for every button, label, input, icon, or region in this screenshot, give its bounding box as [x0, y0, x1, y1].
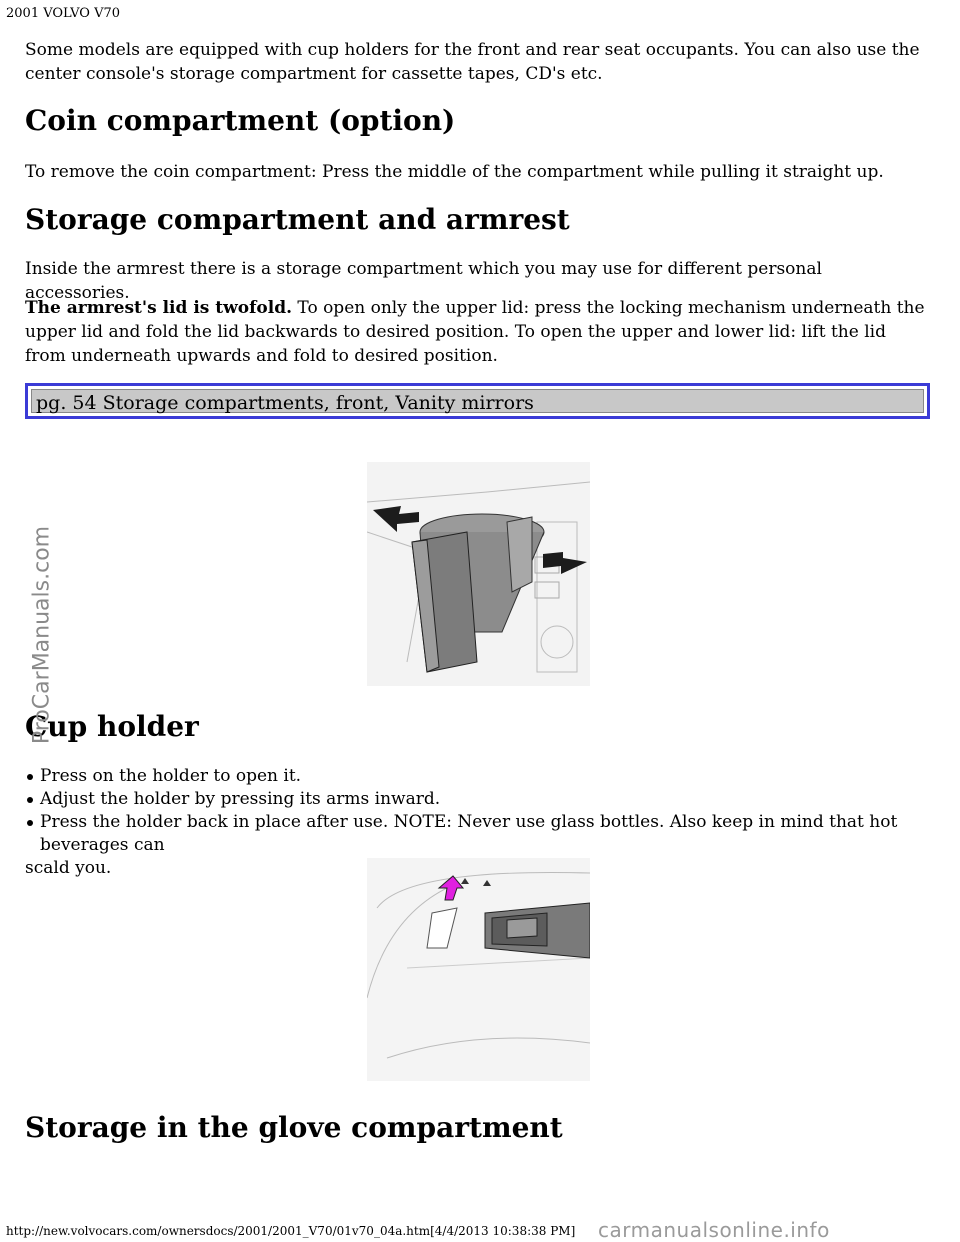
glove-compartment-heading: Storage in the glove compartment: [25, 1111, 563, 1144]
coin-paragraph: To remove the coin compartment: Press the middle of the compartment while pulling it straight up.: [25, 162, 884, 182]
bullet-dot-icon: [27, 774, 33, 780]
intro-paragraph: Some models are equipped with cup holders for the front and rear seat occupants. You can also use the center console's storage compartment for cassette tapes, CD's etc.: [25, 40, 920, 84]
nav-link-storage-vanity[interactable]: pg. 54 Storage compartments, front, Vanity mirrors: [36, 392, 534, 414]
armrest-text: To open only the upper lid: press the locking mechanism underneath the upper lid and fold the lid backwards to desired position. To open the upper and lower lid: lift the lid from underneath upwards and fold to desired position.: [25, 298, 925, 366]
bullet-text: Adjust the holder by pressing its arms inward.: [40, 789, 441, 809]
cup-holder-illustration: [367, 462, 590, 686]
cup-holder-drawing: [367, 462, 590, 686]
page-header-title: 2001 VOLVO V70: [6, 6, 121, 21]
list-item: [25, 788, 930, 811]
list-item: [25, 811, 930, 857]
bullet-dot-icon: [27, 820, 33, 826]
rear-cup-holder-illustration: [367, 858, 590, 1081]
bullet-text: Press the holder back in place after use. NOTE: Never use glass bottles. Also keep in mind that hot beverages can: [40, 812, 898, 855]
coin-heading: Coin compartment (option): [25, 104, 456, 137]
nav-box: [25, 383, 930, 419]
storage-paragraph: Inside the armrest there is a storage compartment which you may use for different personal accessories.: [25, 259, 822, 303]
page-footer-url: http://new.volvocars.com/ownersdocs/2001/2001_V70/01v70_04a.htm[4/4/2013 10:38:38 PM]: [6, 1224, 576, 1238]
procarmanuals-watermark: [14, 520, 74, 750]
armrest-paragraph: [25, 296, 930, 368]
cup-holder-heading: Cup holder: [25, 710, 199, 743]
list-item: [25, 765, 930, 788]
bullet-continuation: scald you.: [25, 858, 112, 878]
armrest-bold-lead: The armrest's lid is twofold.: [25, 298, 293, 318]
bullet-dot-icon: [27, 797, 33, 803]
watermark-text: ProCarManuals.com: [29, 525, 55, 745]
footer-brand-watermark: carmanualsonline.info: [598, 1218, 830, 1242]
bullet-text: Press on the holder to open it.: [40, 766, 302, 786]
rear-cup-holder-drawing: [367, 858, 590, 1081]
nav-box-inner: [31, 389, 924, 413]
storage-heading: Storage compartment and armrest: [25, 203, 570, 236]
